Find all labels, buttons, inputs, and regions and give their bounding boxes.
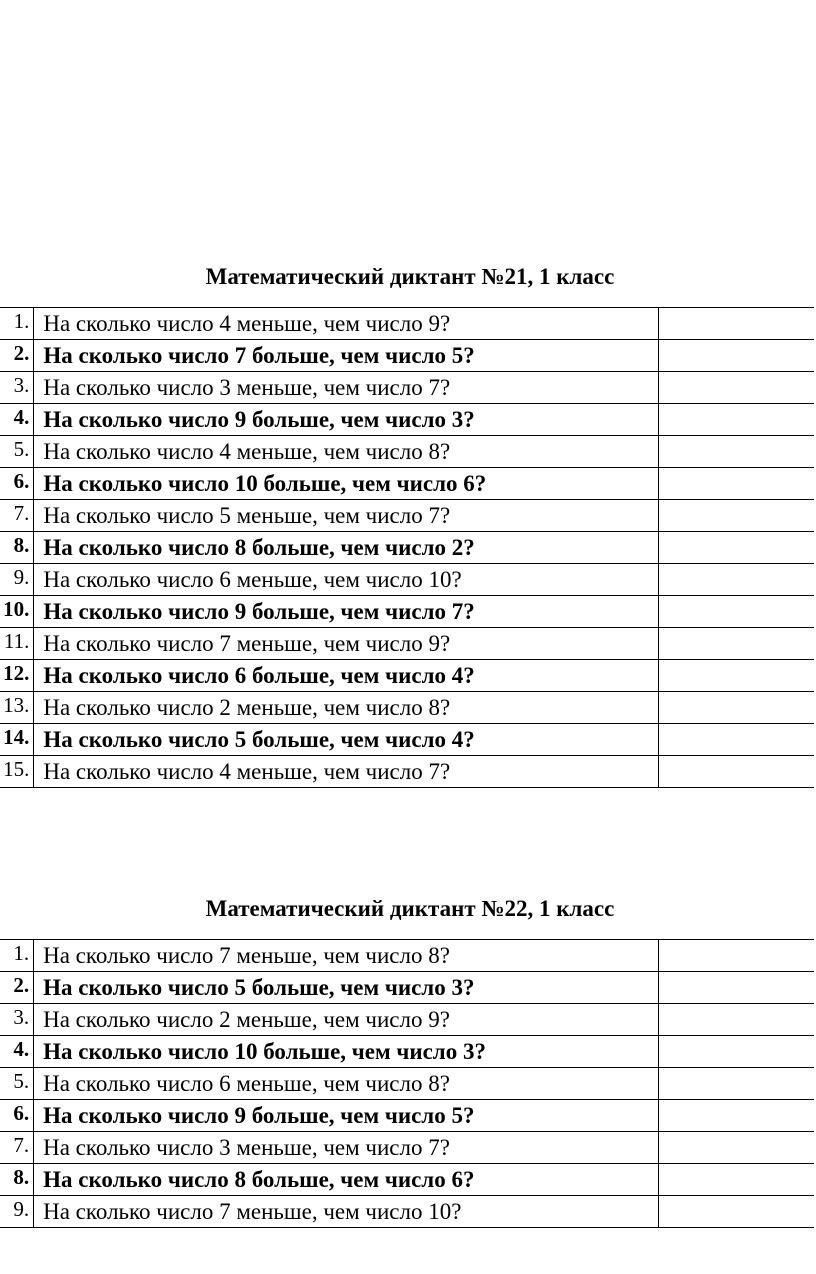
question-row <box>0 308 814 340</box>
question-text: На сколько число 6 больше, чем число 4? <box>34 660 658 692</box>
question-text: На сколько число 7 больше, чем число 5? <box>34 340 658 372</box>
answer-cell <box>658 660 814 692</box>
question-row <box>0 564 814 596</box>
question-number: 1. <box>0 308 34 340</box>
dictation-21-rows <box>0 308 814 788</box>
question-text: На сколько число 4 меньше, чем число 8? <box>34 436 658 468</box>
question-number: 7. <box>0 1132 34 1164</box>
question-number: 5. <box>0 436 34 468</box>
question-row <box>0 1100 814 1132</box>
question-number: 12. <box>0 660 34 692</box>
answer-cell <box>658 468 814 500</box>
answer-cell <box>658 372 814 404</box>
question-text: На сколько число 2 меньше, чем число 8? <box>34 692 658 724</box>
answer-cell <box>658 308 814 340</box>
question-row <box>0 628 814 660</box>
question-row <box>0 692 814 724</box>
question-text: На сколько число 7 меньше, чем число 9? <box>34 628 658 660</box>
question-row <box>0 468 814 500</box>
question-number: 7. <box>0 500 34 532</box>
question-row <box>0 340 814 372</box>
question-text: На сколько число 7 меньше, чем число 10? <box>34 1196 658 1228</box>
answer-cell <box>658 404 814 436</box>
question-row <box>0 596 814 628</box>
answer-cell <box>658 532 814 564</box>
question-number: 2. <box>0 340 34 372</box>
question-number: 6. <box>0 1100 34 1132</box>
answer-cell <box>658 1196 814 1228</box>
question-row <box>0 756 814 788</box>
question-text: На сколько число 3 меньше, чем число 7? <box>34 372 658 404</box>
question-text: На сколько число 3 меньше, чем число 7? <box>34 1132 658 1164</box>
question-row <box>0 500 814 532</box>
answer-cell <box>658 500 814 532</box>
question-number: 8. <box>0 1164 34 1196</box>
question-number: 2. <box>0 972 34 1004</box>
dictation-22-title: Математический диктант №22, 1 класс <box>205 896 615 921</box>
question-row <box>0 1004 814 1036</box>
question-text: На сколько число 5 больше, чем число 3? <box>34 972 658 1004</box>
question-number: 6. <box>0 468 34 500</box>
question-number: 8. <box>0 532 34 564</box>
question-row <box>0 1196 814 1228</box>
answer-cell <box>658 972 814 1004</box>
question-text: На сколько число 4 меньше, чем число 7? <box>34 756 658 788</box>
question-row <box>0 1036 814 1068</box>
question-text: На сколько число 9 больше, чем число 5? <box>34 1100 658 1132</box>
dictation-21-table <box>0 307 814 788</box>
question-number: 15. <box>0 756 34 788</box>
answer-cell <box>658 340 814 372</box>
dictation-22-table <box>0 939 814 1228</box>
question-row <box>0 532 814 564</box>
question-row <box>0 972 814 1004</box>
question-text: На сколько число 5 больше, чем число 4? <box>34 724 658 756</box>
answer-cell <box>658 1132 814 1164</box>
answer-cell <box>658 564 814 596</box>
question-number: 4. <box>0 404 34 436</box>
answer-cell <box>658 628 814 660</box>
question-number: 13. <box>0 692 34 724</box>
question-row <box>0 940 814 972</box>
question-number: 4. <box>0 1036 34 1068</box>
question-row <box>0 660 814 692</box>
question-text: На сколько число 4 меньше, чем число 9? <box>34 308 658 340</box>
question-text: На сколько число 10 больше, чем число 3? <box>34 1036 658 1068</box>
answer-cell <box>658 1100 814 1132</box>
dictation-21-title: Математический диктант №21, 1 класс <box>205 264 615 289</box>
answer-cell <box>658 940 814 972</box>
answer-cell <box>658 1068 814 1100</box>
question-row <box>0 1068 814 1100</box>
question-row <box>0 724 814 756</box>
question-text: На сколько число 2 меньше, чем число 9? <box>34 1004 658 1036</box>
question-text: На сколько число 6 меньше, чем число 8? <box>34 1068 658 1100</box>
question-text: На сколько число 10 больше, чем число 6? <box>34 468 658 500</box>
question-number: 5. <box>0 1068 34 1100</box>
question-row <box>0 1132 814 1164</box>
answer-cell <box>658 1004 814 1036</box>
question-number: 11. <box>0 628 34 660</box>
answer-cell <box>658 1036 814 1068</box>
answer-cell <box>658 436 814 468</box>
question-number: 9. <box>0 564 34 596</box>
question-text: На сколько число 5 меньше, чем число 7? <box>34 500 658 532</box>
question-row <box>0 404 814 436</box>
question-text: На сколько число 8 больше, чем число 6? <box>34 1164 658 1196</box>
question-number: 10. <box>0 596 34 628</box>
question-text: На сколько число 8 больше, чем число 2? <box>34 532 658 564</box>
answer-cell <box>658 756 814 788</box>
question-row <box>0 436 814 468</box>
question-text: На сколько число 9 больше, чем число 7? <box>34 596 658 628</box>
question-number: 14. <box>0 724 34 756</box>
question-number: 3. <box>0 372 34 404</box>
question-number: 9. <box>0 1196 34 1228</box>
question-row <box>0 1164 814 1196</box>
answer-cell <box>658 692 814 724</box>
question-text: На сколько число 7 меньше, чем число 8? <box>34 940 658 972</box>
answer-cell <box>658 596 814 628</box>
answer-cell <box>658 724 814 756</box>
question-text: На сколько число 6 меньше, чем число 10? <box>34 564 658 596</box>
answer-cell <box>658 1164 814 1196</box>
question-row <box>0 372 814 404</box>
question-number: 3. <box>0 1004 34 1036</box>
question-number: 1. <box>0 940 34 972</box>
dictation-22-rows <box>0 940 814 1228</box>
question-text: На сколько число 9 больше, чем число 3? <box>34 404 658 436</box>
